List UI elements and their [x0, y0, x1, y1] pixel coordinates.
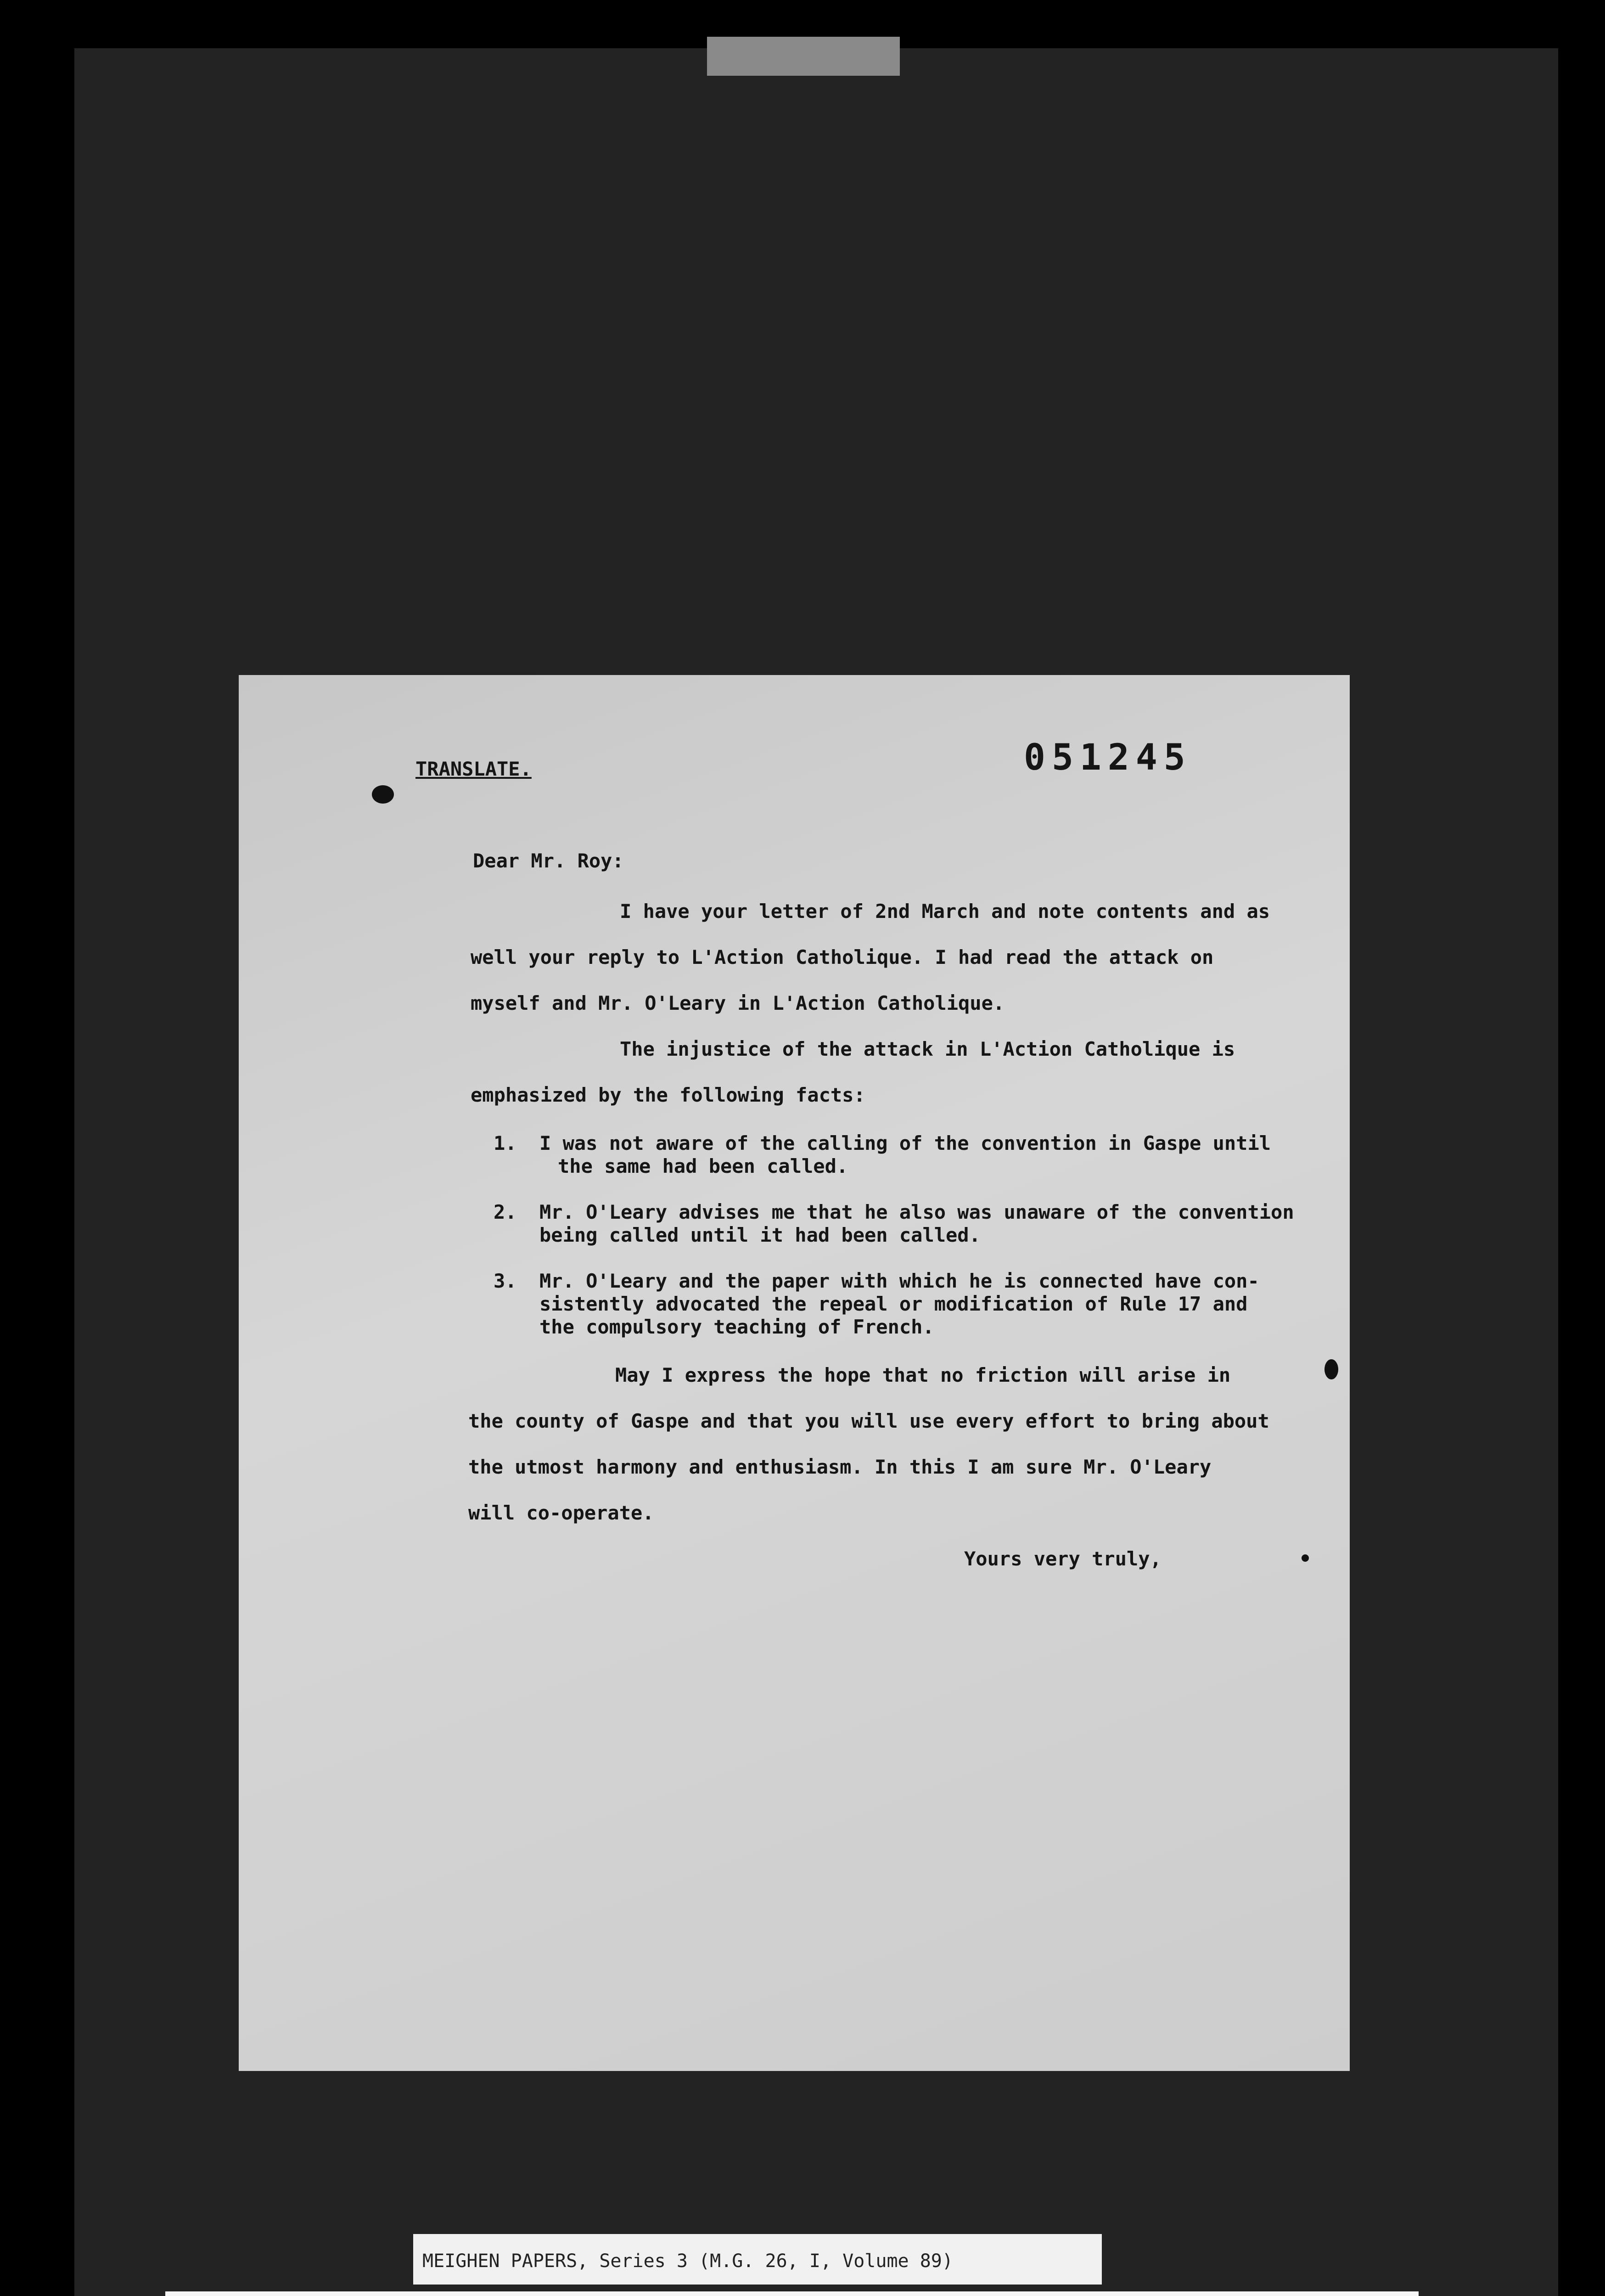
paragraph-line: I have your letter of 2nd March and note contents and as — [620, 900, 1270, 923]
paragraph-line: will co-operate. — [468, 1502, 654, 1524]
fact-number: 3. — [494, 1270, 517, 1292]
ink-blot — [372, 785, 394, 804]
paragraph-line: the county of Gaspe and that you will use every effort to bring about — [468, 1410, 1269, 1432]
document-number: 051245 — [1024, 737, 1192, 778]
fact-line: Mr. O'Leary advises me that he also was unaware of the convention — [539, 1201, 1294, 1223]
fact-line: being called until it had been called. — [539, 1224, 981, 1246]
collection-label — [413, 2234, 1102, 2285]
paragraph-line: the utmost harmony and enthusiasm. In this I am sure Mr. O'Leary — [468, 1456, 1212, 1478]
archive-card — [165, 2291, 1419, 2296]
paragraph-line: well your reply to L'Action Catholique. I had read the attack on — [471, 946, 1214, 968]
fact-line: the compulsory teaching of French. — [539, 1316, 934, 1338]
paragraph-line: The injustice of the attack in L'Action Catholique is — [620, 1038, 1235, 1060]
paragraph-line: myself and Mr. O'Leary in L'Action Catholique. — [471, 992, 1005, 1014]
fact-number: 2. — [494, 1201, 517, 1223]
fact-line: the same had been called. — [558, 1155, 848, 1177]
fact-line: Mr. O'Leary and the paper with which he is connected have con- — [539, 1270, 1259, 1292]
ink-blot — [1324, 1359, 1338, 1379]
paragraph-line: emphasized by the following facts: — [471, 1084, 865, 1106]
ink-blot — [1302, 1554, 1309, 1562]
letter-page — [239, 675, 1350, 2071]
paper-clip — [707, 37, 900, 76]
letter-heading: TRANSLATE. — [415, 758, 532, 780]
collection-label-text: MEIGHEN PAPERS, Series 3 (M.G. 26, I, Volume 89) — [422, 2251, 953, 2272]
closing: Yours very truly, — [964, 1548, 1162, 1570]
fact-number: 1. — [494, 1132, 517, 1154]
fact-line: sistently advocated the repeal or modification of Rule 17 and — [539, 1293, 1248, 1315]
fact-line: I was not aware of the calling of the convention in Gaspe until — [539, 1132, 1271, 1154]
salutation: Dear Mr. Roy: — [473, 850, 624, 872]
paragraph-line: May I express the hope that no friction will arise in — [615, 1364, 1231, 1386]
